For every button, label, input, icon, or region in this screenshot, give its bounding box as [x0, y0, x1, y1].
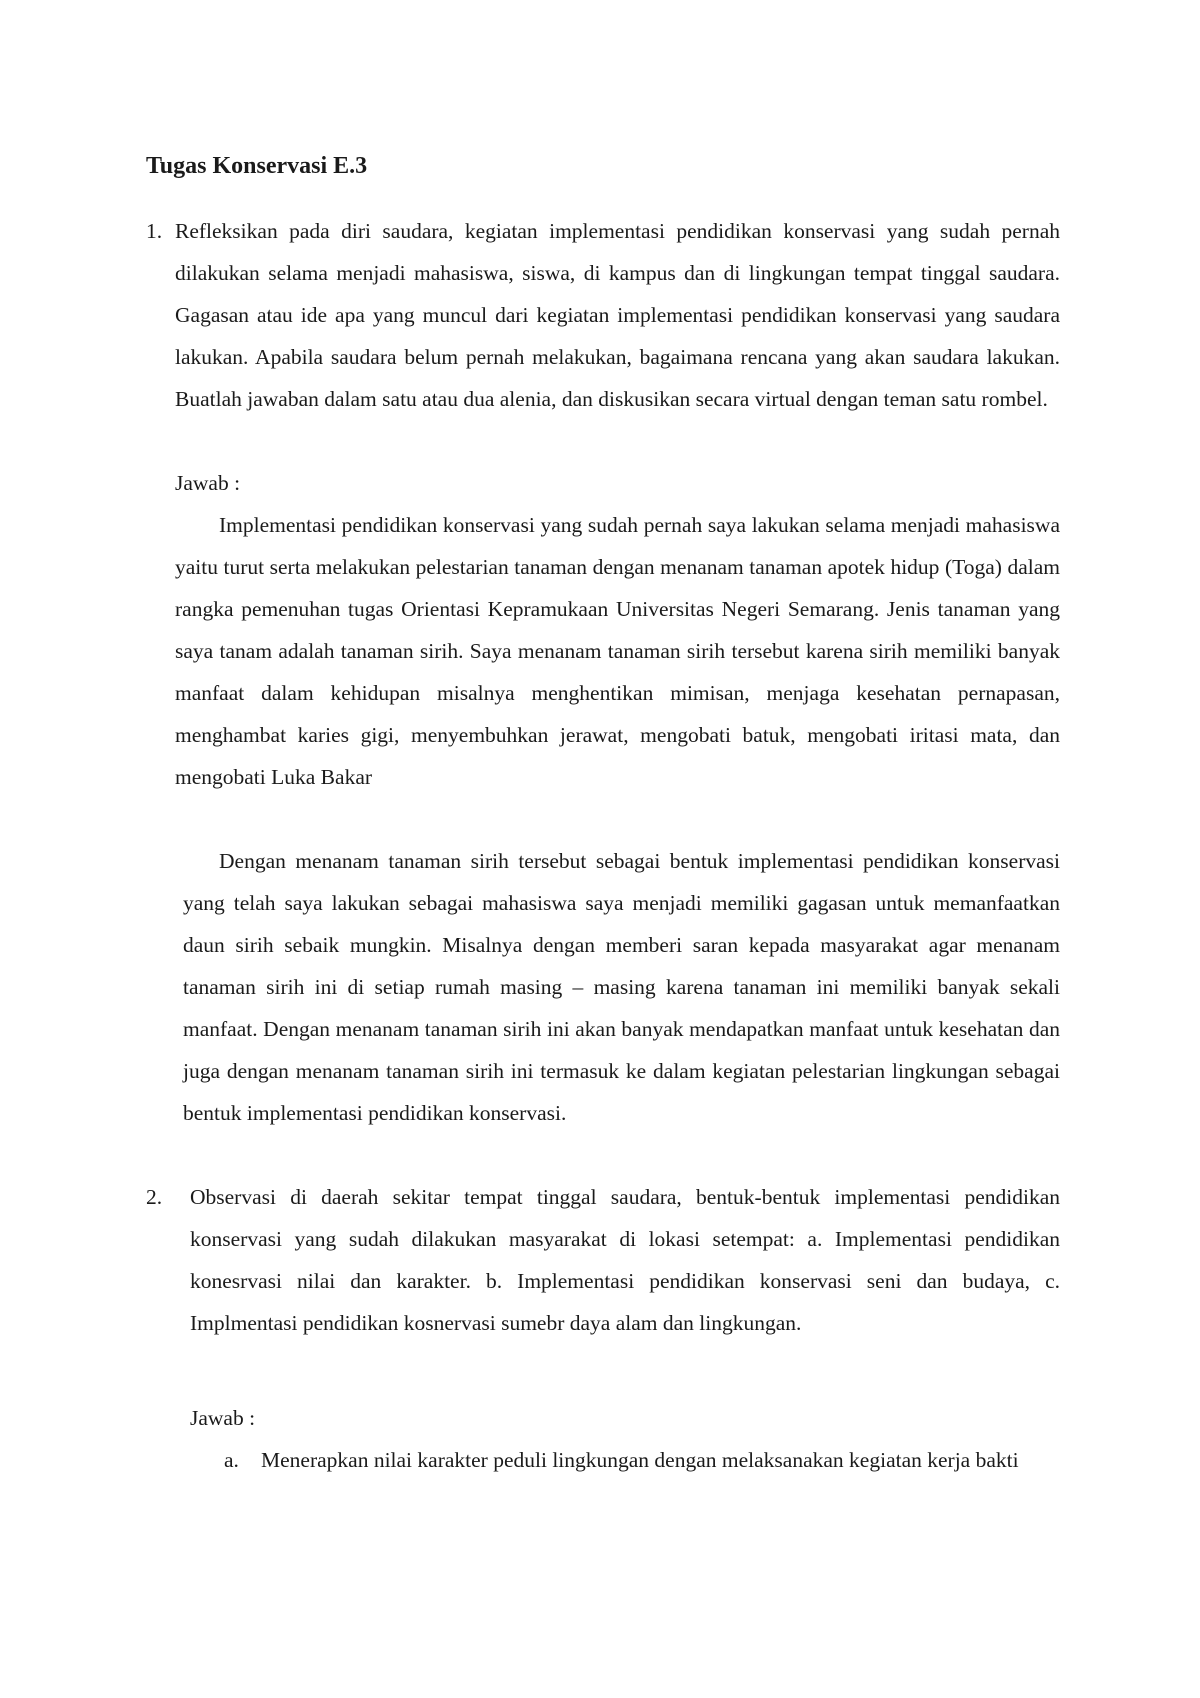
question-2-text: Observasi di daerah sekitar tempat tinggal saudara, bentuk-bentuk implementasi pendidikan konservasi yang sudah dilakukan masyarakat di lokasi setempat: a. Implementasi pendidikan konesrvasi nilai dan karakter. b. Implementasi pendidikan konservasi seni dan budaya, c. Implmentasi pendidikan kosnervasi sumebr daya alam dan lingkungan. [190, 1185, 1060, 1335]
answer-item-text: Menerapkan nilai karakter peduli lingkungan dengan melaksanakan kegiatan kerja bakti [261, 1448, 1019, 1472]
question-1-answer-label: Jawab : [175, 471, 241, 495]
question-2-number: 2. [146, 1185, 163, 1209]
question-2-answer-label: Jawab : [190, 1406, 256, 1430]
question-1-text: Refleksikan pada diri saudara, kegiatan implementasi pendidikan konservasi yang sudah pernah dilakukan selama menjadi mahasiswa, siswa, di kampus dan di lingkungan tempat tinggal saudara. Gagasan atau ide apa yang muncul dari kegiatan implementasi pendidikan konservasi yang saudara lakukan. Apabila saudara belum pernah melakukan, bagaimana rencana yang akan saudara lakukan. Buatlah jawaban dalam satu atau dua alenia, dan diskusikan secara virtual dengan teman satu rombel. [175, 219, 1060, 411]
question-1-answer-paragraph-2: Dengan menanam tanaman sirih tersebut sebagai bentuk implementasi pendidikan konservasi yang telah saya lakukan sebagai mahasiswa saya menjadi memiliki gagasan untuk memanfaatkan daun sirih sebaik mungkin. Misalnya dengan memberi saran kepada masyarakat agar menanam tanaman sirih ini di setiap rumah masing – masing karena tanaman ini memiliki banyak sekali manfaat. Dengan menanam tanaman sirih ini akan banyak mendapatkan manfaat untuk kesehatan dan juga dengan menanam tanaman sirih ini termasuk ke dalam kegiatan pelestarian lingkungan sebagai bentuk implementasi pendidikan konservasi. [183, 849, 1060, 1125]
answer-item-marker: a. [224, 1448, 239, 1472]
question-1-number: 1. [146, 219, 163, 243]
question-1-answer-paragraph-1: Implementasi pendidikan konservasi yang sudah pernah saya lakukan selama menjadi mahasiswa yaitu turut serta melakukan pelestarian tanaman dengan menanam tanaman apotek hidup (Toga) dalam rangka pemenuhan tugas Orientasi Kepramukaan Universitas Negeri Semarang. Jenis tanaman yang saya tanam adalah tanaman sirih. Saya menanam tanaman sirih tersebut karena sirih memiliki banyak manfaat dalam kehidupan misalnya menghentikan mimisan, menjaga kesehatan pernapasan, menghambat karies gigi, menyembuhkan jerawat, mengobati batuk, mengobati iritasi mata, dan mengobati Luka Bakar [175, 513, 1060, 789]
document-title: Tugas Konservasi E.3 [146, 153, 368, 179]
